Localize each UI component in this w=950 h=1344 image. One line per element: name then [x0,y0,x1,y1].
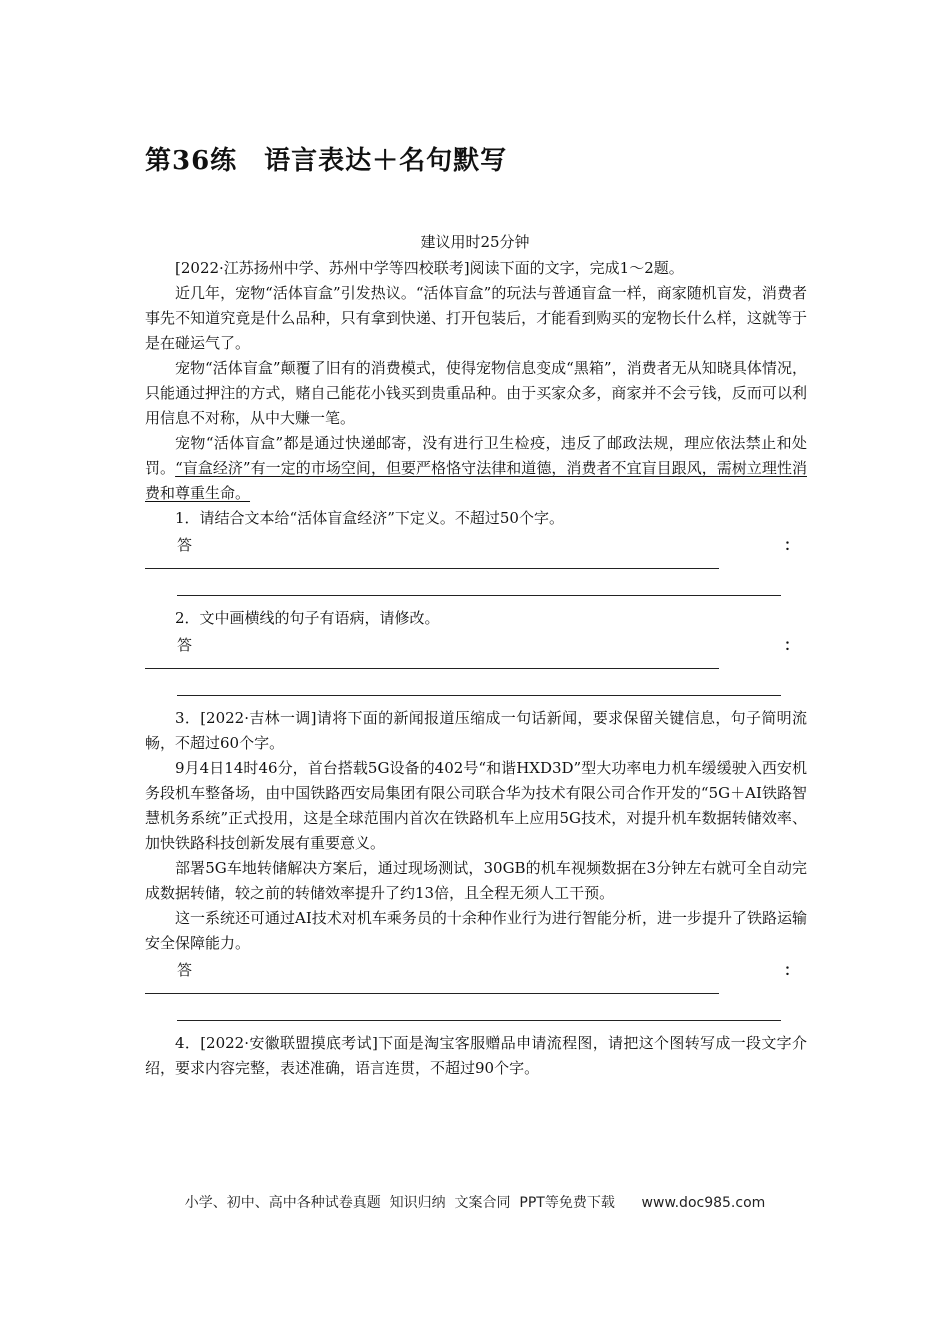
news-paragraph: 9月4日14时46分，首台搭载5G设备的402号“和谐HXD3D”型大功率电力机车缓缓驶入西安机务段机车整备场，由中国铁路西安局集团有限公司联合华为技术有限公司合作开发的“5G＋AI铁路智慧机务系统”正式投用，这是全球范围内首次在铁路机车上应用5G技术，对提升机车数据转储效率、加快铁路科技创新发展有重要意义。 [145,759,807,852]
exercise-content [145,256,807,1081]
answer-colon: ： [783,536,799,554]
question-3: 3．[2022·吉林一调]请将下面的新闻报道压缩成一句话新闻，要求保留关键信息，句子简明流畅，不超过60个字。 [145,709,807,752]
question-2: 2．文中画横线的句子有语病，请修改。 [175,609,440,627]
passage-paragraph: 宠物“活体盲盒”颠覆了旧有的消费模式，使得宠物信息变成“黑箱”，消费者无从知晓具体情况，只能通过押注的方式，赌自己能花小钱买到贵重品种。由于买家众多，商家并不会亏钱，反而可以利用信息不对称，从中大赚一笔。 [145,359,807,427]
passage-paragraph: 近几年，宠物“活体盲盒”引发热议。“活体盲盒”的玩法与普通盲盒一样，商家随机盲发，消费者事先不知道究竟是什么品种，只有拿到快递、打开包装后，才能看到购买的宠物长什么样，这就等于是在碰运气了。 [145,284,807,352]
answer-label: 答 [177,636,193,654]
footer-text: 小学、初中、高中各种试卷真题 知识归纳 文案合同 PPT等免费下载 www.doc985.com [184,1195,766,1211]
passage-paragraph [145,431,807,506]
question-1: 1．请结合文本给“活体盲盒经济”下定义。不超过50个字。 [175,509,564,527]
news-paragraph: 这一系统还可通过AI技术对机车乘务员的十余种作业行为进行智能分析，进一步提升了铁路运输安全保障能力。 [145,909,807,952]
answer-colon: ： [783,636,799,654]
answer-area-2 [145,633,807,658]
news-paragraph: 部署5G车地转储解决方案后，通过现场测试，30GB的机车视频数据在3分钟左右就可全自动完成数据转储，较之前的转储效率提升了约13倍，且全程无须人工干预。 [145,859,807,902]
underlined-sentence: “盲盒经济”有一定的市场空间，但要严格恪守法律和道德，消费者不宜盲目跟风，需树立理性消费和尊重生命。 [145,459,807,502]
answer-line[interactable] [145,568,719,569]
answer-line[interactable] [145,668,719,669]
answer-line[interactable] [145,993,719,994]
answer-area-3 [145,958,807,983]
answer-label: 答 [177,961,193,979]
page-title: 第36练 语言表达＋名句默写 [145,146,508,176]
answer-area-1 [145,533,807,558]
passage-text: 宠物“活体盲盒”都是通过快递邮寄，没有进行卫生检疫，违反了邮政法规，理应依法禁止和处罚。 [145,434,807,477]
question-4: 4．[2022·安徽联盟摸底考试]下面是淘宝客服赠品申请流程图，请把这个图转写成一段文字介绍，要求内容完整，表述准确，语言连贯，不超过90个字。 [145,1034,807,1077]
answer-label: 答 [177,536,193,554]
time-hint: 建议用时25分钟 [420,233,530,251]
answer-colon: ： [783,961,799,979]
passage-source: [2022·江苏扬州中学、苏州中学等四校联考]阅读下面的文字，完成1～2题。 [175,259,684,277]
